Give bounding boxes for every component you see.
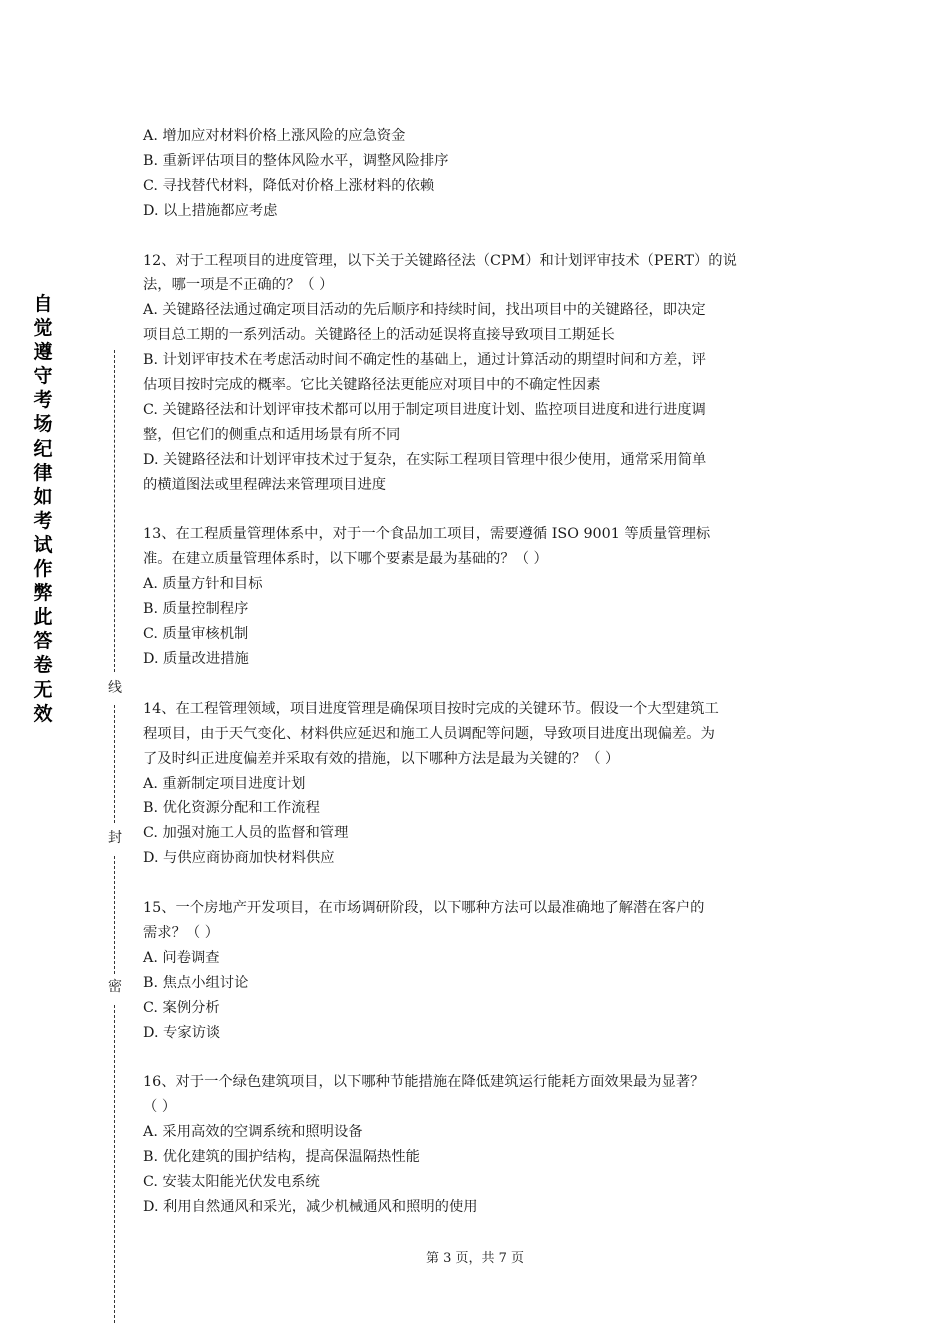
answer-option: B. 质量控制程序 [143,601,249,618]
answer-option: A. 问卷调查 [143,949,220,966]
binding-mark-seal: 封 [108,830,122,846]
dashed-segment [114,705,115,823]
dashed-segment [114,350,115,672]
dashed-segment [114,856,115,974]
binding-line [100,350,130,1325]
question-stem-line: 法，哪一项是不正确的？（ ） [143,277,334,294]
answer-option: B. 重新评估项目的整体风险水平，调整风险排序 [143,152,449,169]
dashed-segment [114,1005,115,1323]
question-stem-line: 14、在工程管理领域，项目进度管理是确保项目按时完成的关键环节。假设一个大型建筑工 [143,700,719,717]
question-stem-line: 15、一个房地产开发项目，在市场调研阶段，以下哪种方法可以最准确地了解潜在客户的 [143,900,705,917]
question-block [143,522,811,671]
answer-option: D. 质量改进措施 [143,651,249,667]
answer-option: A. 采用高效的空调系统和照明设备 [143,1124,363,1141]
page-footer: 第 3 页，共 7 页 [425,1251,525,1266]
answer-option: C. 安装太阳能光伏发电系统 [143,1173,320,1190]
answer-option: A. 质量方针和目标 [143,576,263,593]
answer-option: 项目总工期的一系列活动。关键路径上的活动延误将直接导致项目工期延长 [143,327,615,344]
question-block [143,697,811,871]
question-stem-line: 准。在建立质量管理体系时，以下哪个要素是最为基础的？（ ） [143,551,548,568]
binding-mark-line: 线 [108,680,122,696]
answer-option: A. 重新制定项目进度计划 [143,775,306,792]
answer-option: B. 焦点小组讨论 [143,974,249,991]
answer-option: 的横道图法或里程碑法来管理项目进度 [143,476,387,493]
answer-option: 整，但它们的侧重点和适用场景有所不同 [143,426,401,443]
question-stem-line: 13、在工程质量管理体系中，对于一个食品加工项目，需要遵循 ISO 9001 等质量管理标 [143,526,711,543]
answer-option: C. 质量审核机制 [143,626,249,643]
question-stem-line: 需求？（ ） [143,924,220,941]
question-stem-line: 16、对于一个绿色建筑项目，以下哪种节能措施在降低建筑运行能耗方面效果最为显著？ [143,1074,705,1091]
question-stem-line: 程项目，由于天气变化、材料供应延迟和施工人员调配等问题，导致项目进度出现偏差。为 [143,725,715,742]
answer-option: C. 案例分析 [143,999,220,1016]
answer-option: C. 寻找替代材料，降低对价格上涨材料的依赖 [143,177,435,194]
binding-mark-secret: 密 [108,979,122,995]
answer-option: D. 关键路径法和计划评审技术过于复杂，在实际工程项目管理中很少使用，通常采用简单 [143,451,707,468]
answer-option: D. 利用自然通风和采光，减少机械通风和照明的使用 [143,1198,478,1215]
question-list [143,124,811,1245]
answer-option: A. 增加应对材料价格上涨风险的应急资金 [143,128,406,144]
answer-option: C. 关键路径法和计划评审技术都可以用于制定项目进度计划、监控项目进度和进行进度调 [143,401,706,418]
question-block [143,249,811,498]
answer-option: C. 加强对施工人员的监督和管理 [143,825,349,842]
answer-option: 估项目按时完成的概率。它比关键路径法更能应对项目中的不确定性因素 [143,377,601,394]
question-block [143,896,811,1045]
question-block [143,1070,811,1219]
answer-option: B. 优化资源分配和工作流程 [143,800,320,817]
answer-option: D. 以上措施都应考虑 [143,202,278,219]
exam-discipline-notice: 自觉遵守考场纪律如考试作弊此答卷无效 [33,293,53,725]
question-stem-line: 12、对于工程项目的进度管理，以下关于关键路径法（CPM）和计划评审技术（PERT）的说 [143,252,737,269]
answer-option: A. 关键路径法通过确定项目活动的先后顺序和持续时间，找出项目中的关键路径，即决定 [143,302,706,319]
answer-option: D. 与供应商协商加快材料供应 [143,850,335,867]
question-block [143,124,811,224]
answer-option: B. 计划评审技术在考虑活动时间不确定性的基础上，通过计算活动的期望时间和方差，评 [143,352,706,369]
answer-option: B. 优化建筑的围护结构，提高保温隔热性能 [143,1149,420,1166]
question-stem-line: 了及时纠正进度偏差并采取有效的措施，以下哪种方法是最为关键的？（ ） [143,750,620,767]
question-stem-line: （ ） [143,1099,177,1116]
answer-option: D. 专家访谈 [143,1024,221,1041]
